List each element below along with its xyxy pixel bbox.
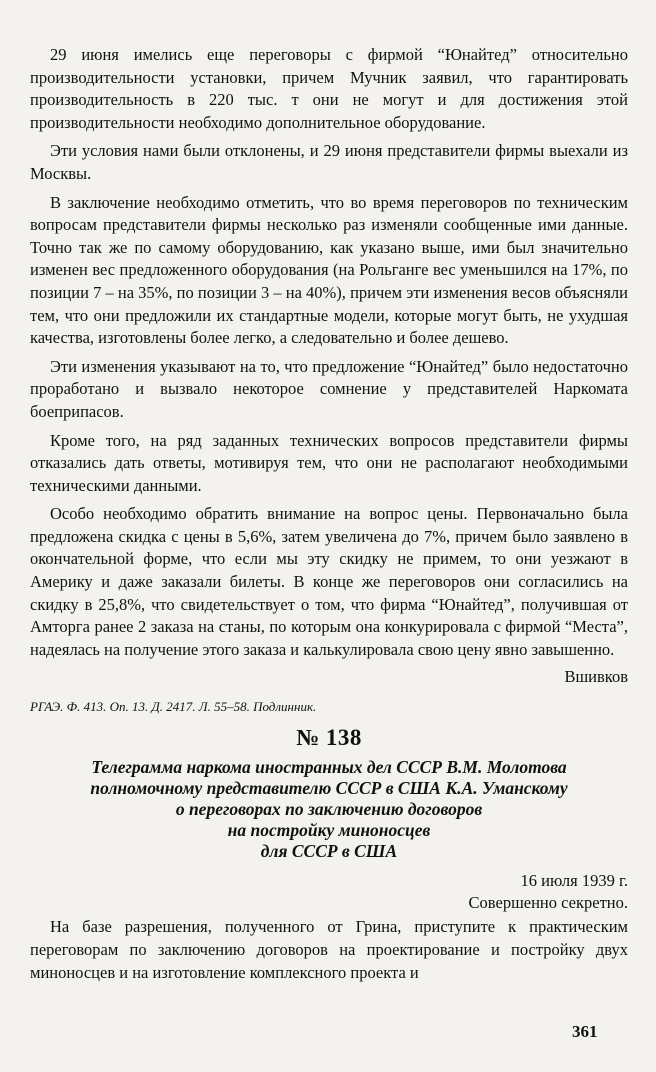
paragraph: Кроме того, на ряд заданных технических вопросов представители фирмы отказались дать ответы, мотивируя тем, что они не располагают необходимыми техническими данными. <box>30 430 628 495</box>
title-line: для СССР в США <box>260 841 398 862</box>
title-line: полномочному представителю СССР в США К.А. Уманскому <box>90 778 568 799</box>
classification-mark: Совершенно секретно. <box>468 893 628 913</box>
telegram-body: На базе разрешения, полученного от Грина, приступите к практическим переговорам по заключению договоров на проектирование и постройку двух миноносцев и на изготовление комплексного проекта и <box>30 917 628 982</box>
title-line: о переговорах по заключению договоров <box>175 799 483 820</box>
page-number: 361 <box>572 1022 598 1041</box>
page-text <box>30 44 628 990</box>
paragraph: Эти изменения указывают на то, что предложение “Юнайтед” было недостаточно проработано и вызвало некоторое сомнение у представителей Наркомата боеприпасов. <box>30 356 628 421</box>
title-line: на постройку миноносцев <box>227 820 431 841</box>
signature: Вшивков <box>564 667 628 687</box>
paragraph: Особо необходимо обратить внимание на вопрос цены. Первоначально была предложена скидка с цены в 5,6%, затем увеличена до 7%, причем было заявлено в окончательной форме, что если мы эту скидку не примем, то они уезжают в Америку и даже заказали билеты. В конце же переговоров они согласились на скидку в 25,8%, что свидетельствует о том, что фирма “Юнайтед”, получившая от Амторга ранее 2 заказа на станы, по которым она конкурировала с фирмой “Места”, надеялась на получение этого заказа и калькулировала свою цену явно завышенно. <box>30 504 628 659</box>
document-date: 16 июля 1939 г. <box>520 871 628 891</box>
document-title <box>30 757 628 862</box>
archive-source: РГАЭ. Ф. 413. Оп. 13. Д. 2417. Л. 55–58. Подлинник. <box>30 699 317 715</box>
document-number: № 138 <box>296 725 362 751</box>
paragraph: 29 июня имелись еще переговоры с фирмой “Юнайтед” относительно производительности установки, причем Мучник заявил, что гарантировать производительность в 220 тыс. т они не могут и для достижения этой производительности необходимо дополнительное оборудование. <box>30 45 628 132</box>
title-line: Телеграмма наркома иностранных дел СССР В.М. Молотова <box>91 757 567 778</box>
paragraph: В заключение необходимо отметить, что во время переговоров по техническим вопросам представители фирмы несколько раз изменяли сообщенные ими данные. Точно так же по самому оборудованию, как указано выше, ими был значительно изменен вес предложенного оборудования (на Рольганге вес уменьшился на 17%, по позиции 7 – на 35%, по позиции 3 – на 40%), причем эти изменения весов объясняли тем, что они предложили их стандартные модели, которые могут быть, не ухудшая качества, изготовлены более легко, а следовательно и более дешево. <box>30 192 628 348</box>
paragraph: Эти условия нами были отклонены, и 29 июня представители фирмы выехали из Москвы. <box>30 141 628 183</box>
